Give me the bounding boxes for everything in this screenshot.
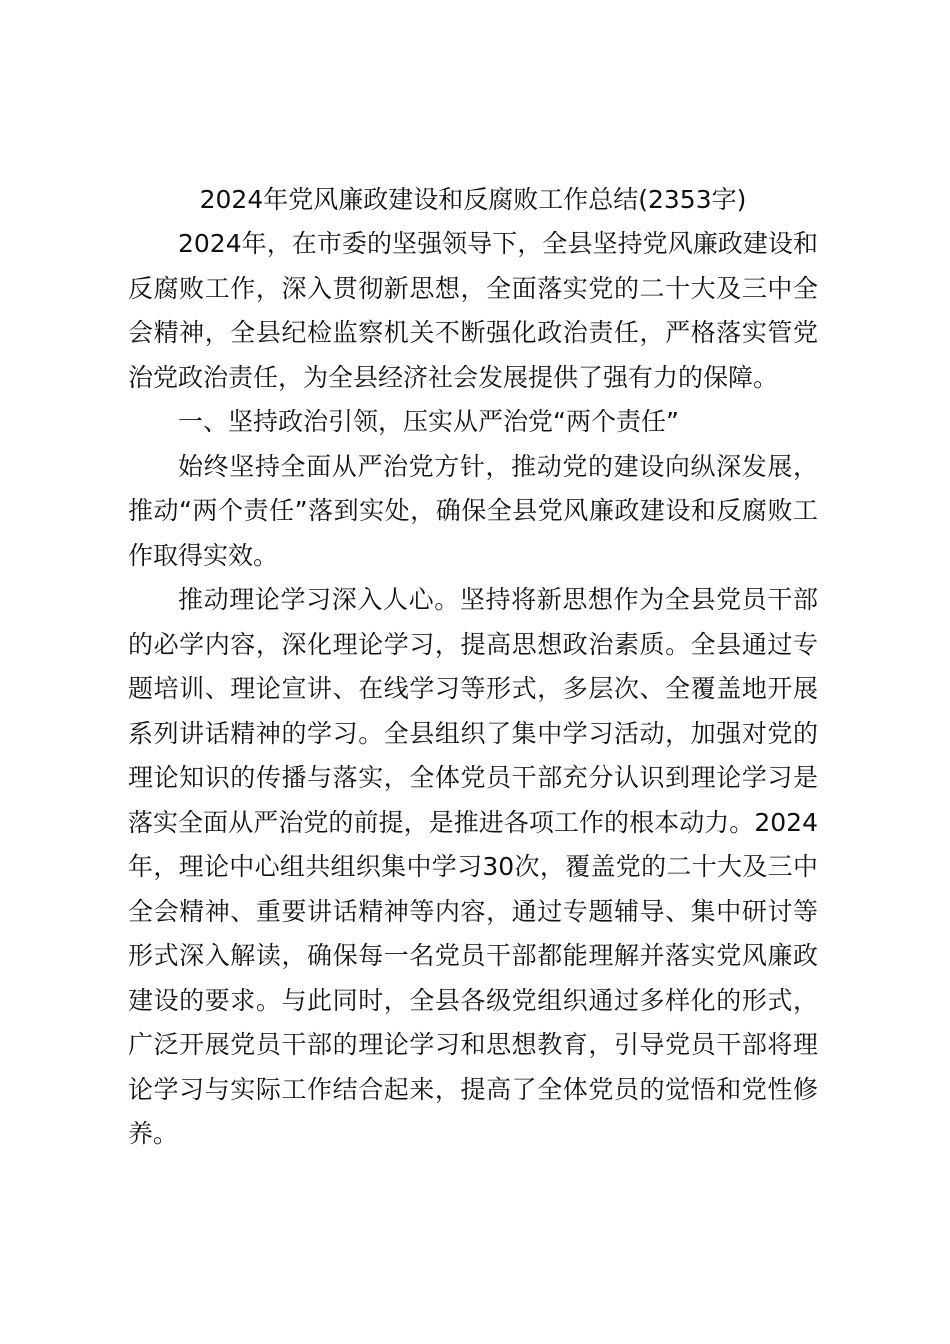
theory-study-paragraph: 推动理论学习深入人心。坚持将新思想作为全县党员干部的必学内容，深化理论学习，提高思想政治素质。全县通过专题培训、理论宣讲、在线学习等形式，多层次、全覆盖地开展系列讲话精神的学习。全县组织了集中学习活动，加强对党的理论知识的传播与落实，全体党员干部充分认识到理论学习是落实全面从严治党的前提，是推进各项工作的根本动力。2024年，理论中心组共组织集中学习30次，覆盖党的二十大及三中全会精神、重要讲话精神等内容，通过专题辅导、集中研讨等形式深入解读，确保每一名党员干部都能理解并落实党风廉政建设的要求。与此同时，全县各级党组织通过多样化的形式，广泛开展党员干部的理论学习和思想教育，引导党员干部将理论学习与实际工作结合起来，提高了全体党员的觉悟和党性修养。 (128, 585, 818, 1148)
document-title: 2024年党风廉政建设和反腐败工作总结(2353字) (199, 185, 747, 214)
document-body (128, 178, 818, 1157)
intro-paragraph: 2024年，在市委的坚强领导下，全县坚持党风廉政建设和反腐败工作，深入贯彻新思想，全面落实党的二十大及三中全会精神，全县纪检监察机关不断强化政治责任，严格落实管党治党政治责任，为全县经济社会发展提供了强有力的保障。 (128, 229, 818, 392)
section-heading: 一、坚持政治引领，压实从严治党“两个责任” (178, 407, 679, 436)
section-intro-paragraph: 始终坚持全面从严治党方针，推动党的建设向纵深发展，推动“两个责任”落到实处，确保全县党风廉政建设和反腐败工作取得实效。 (128, 451, 818, 570)
